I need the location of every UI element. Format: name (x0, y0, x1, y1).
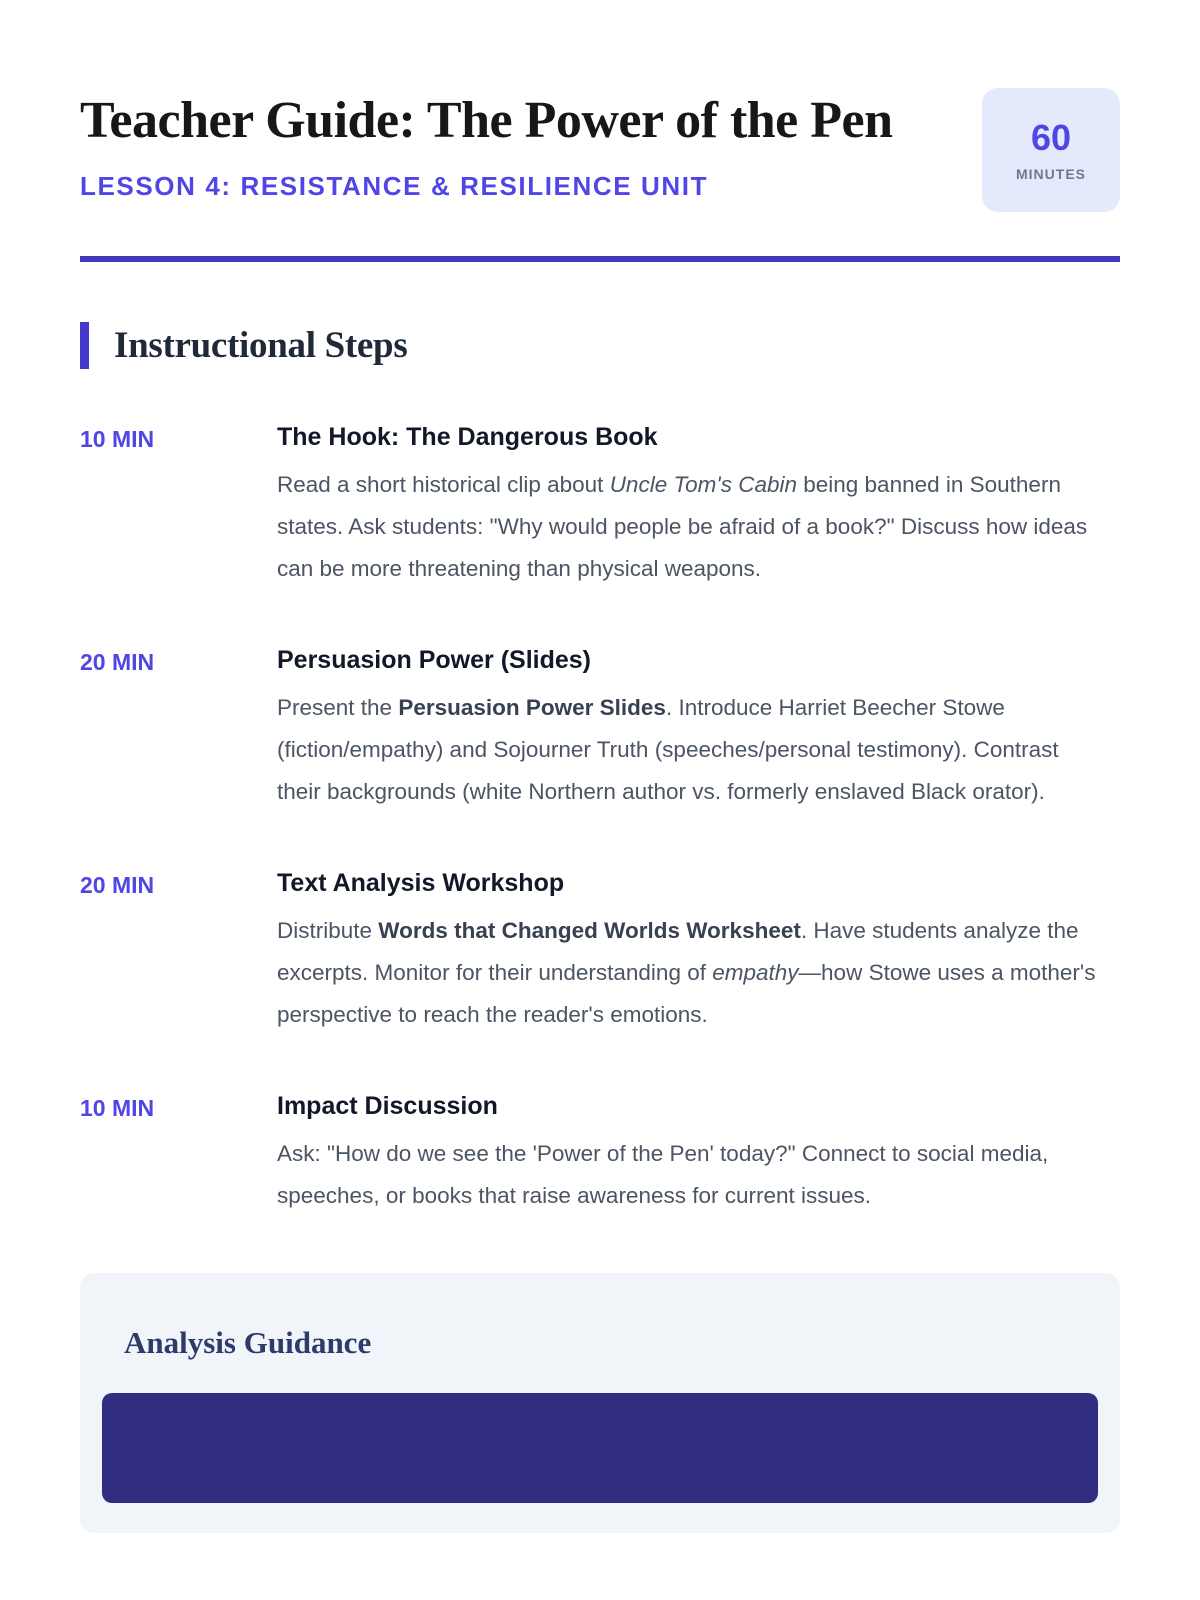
duration-value: 60 (1030, 117, 1072, 158)
step-title: Text Analysis Workshop (277, 869, 565, 897)
page-title: Teacher Guide: The Power of the Pen (80, 92, 893, 149)
header (80, 88, 1120, 212)
step-time: 20 MIN (80, 872, 155, 898)
step-body: Ask: "How do we see the 'Power of the Pen' today?" Connect to social media, speeches, or books that raise awareness for current issues. (277, 1141, 1049, 1208)
step-row (80, 646, 1120, 813)
instructional-steps-heading-text: Instructional Steps (114, 325, 408, 366)
step-title: The Hook: The Dangerous Book (277, 423, 658, 451)
instructional-steps-heading (80, 322, 1120, 369)
step-title: Persuasion Power (Slides) (277, 646, 591, 674)
heading-accent-bar (80, 322, 89, 369)
step-time: 10 MIN (80, 1095, 155, 1121)
guidance-callout-box (102, 1393, 1098, 1503)
step-title: Impact Discussion (277, 1092, 498, 1120)
step-content (277, 423, 1120, 590)
duration-badge (982, 88, 1120, 212)
step-body: Present the Persuasion Power Slides. Introduce Harriet Beecher Stowe (fiction/empathy) and Sojourner Truth (speeches/personal testimony). Contrast their backgrounds (white Northern author vs. formerly enslaved Black orator). (277, 695, 1059, 804)
divider-rule (80, 256, 1120, 262)
step-content (277, 1092, 1120, 1217)
analysis-guidance-heading: Analysis Guidance (124, 1325, 372, 1360)
step-content (277, 869, 1120, 1036)
step-row (80, 1092, 1120, 1217)
steps-list (80, 423, 1120, 1217)
step-time: 20 MIN (80, 649, 155, 675)
step-row (80, 869, 1120, 1036)
step-body: Read a short historical clip about Uncle Tom's Cabin being banned in Southern states. Ask students: "Why would people be afraid of a book?" Discuss how ideas can be more threatening than physical weapons. (277, 472, 1088, 581)
analysis-guidance-box (80, 1273, 1120, 1533)
duration-unit-label: MINUTES (1016, 166, 1086, 182)
lesson-subtitle: LESSON 4: RESISTANCE & RESILIENCE UNIT (80, 171, 709, 201)
step-body: Distribute Words that Changed Worlds Worksheet. Have students analyze the excerpts. Monitor for their understanding of empathy—how Stowe uses a mother's perspective to reach the reader's emotions. (277, 918, 1096, 1027)
step-row (80, 423, 1120, 590)
step-time: 10 MIN (80, 426, 155, 452)
header-title-block (80, 88, 958, 202)
step-content (277, 646, 1120, 813)
